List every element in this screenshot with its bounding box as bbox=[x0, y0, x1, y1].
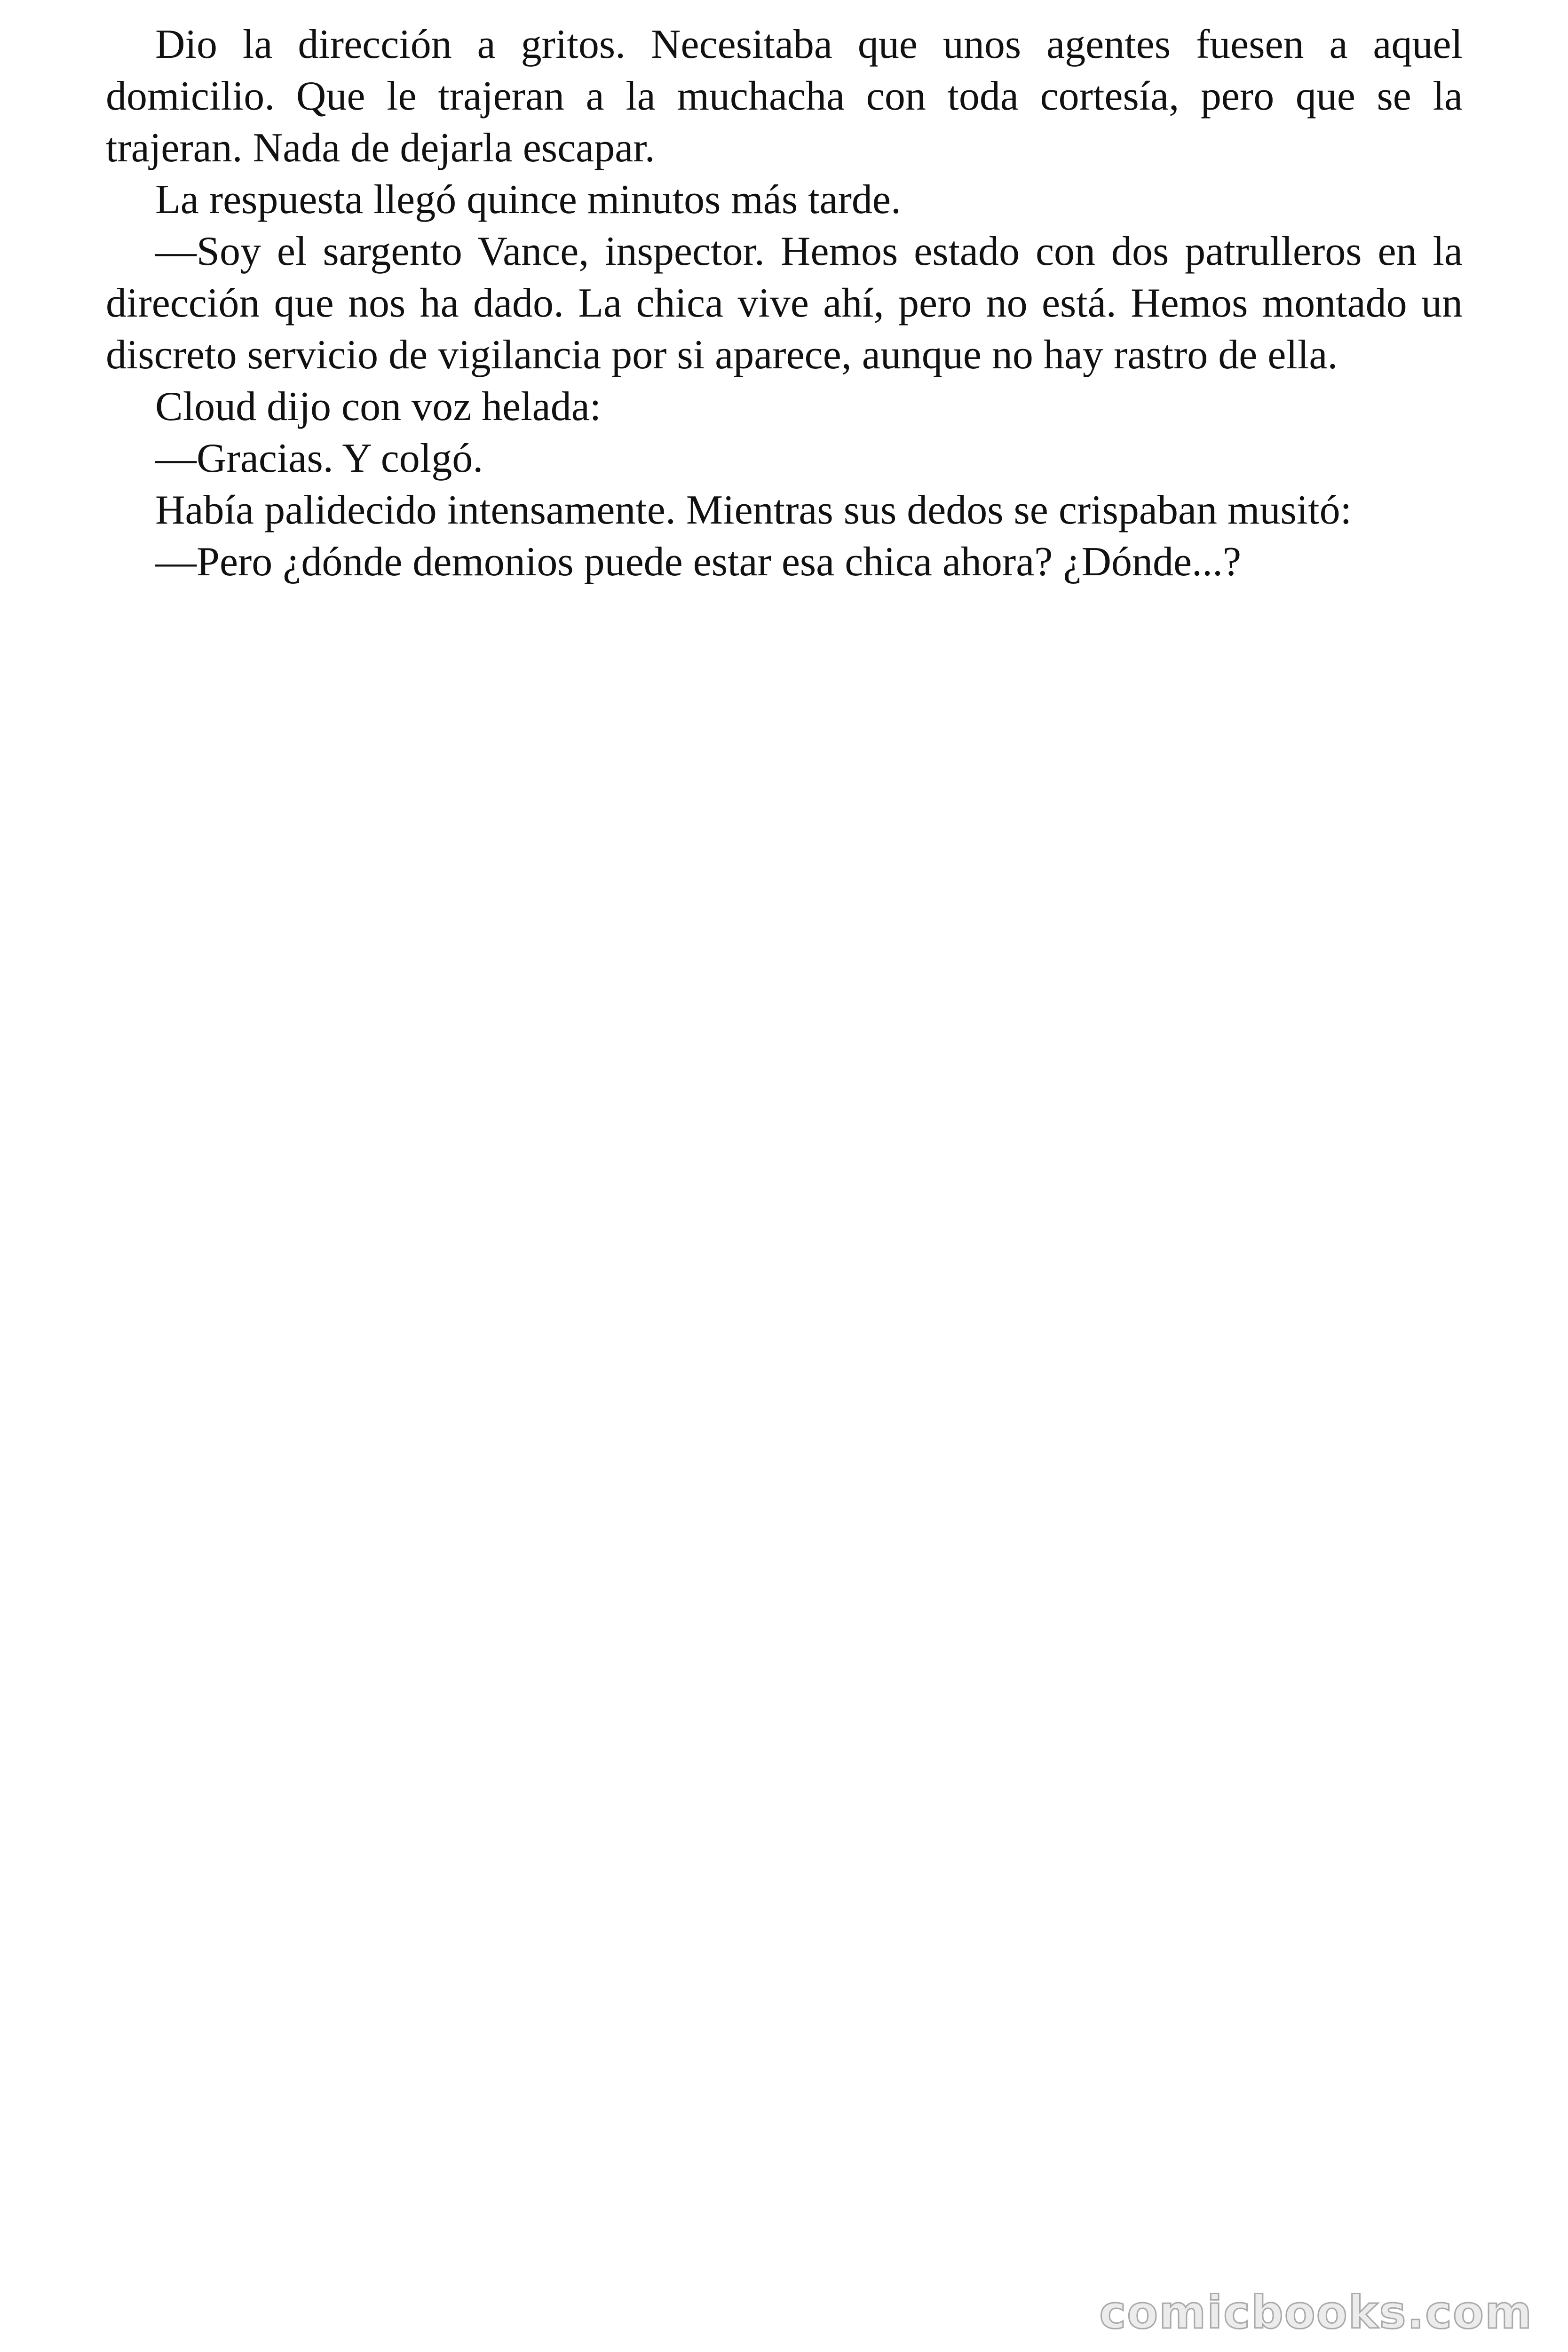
paragraph: —Soy el sargento Vance, inspector. Hemos estado con dos patrulleros en la dirección que nos ha dado. La chica vive ahí, pero no está. Hemos montado un discreto servicio de vigilancia por si aparece, aunque no hay rastro de ella. bbox=[106, 229, 1463, 378]
paragraph: Cloud dijo con voz helada: bbox=[155, 384, 602, 429]
paragraph: —Pero ¿dónde demonios puede estar esa chica ahora? ¿Dónde...? bbox=[155, 539, 1242, 585]
paragraph: Dio la dirección a gritos. Necesitaba que unos agentes fuesen a aquel domicilio. Que le trajeran a la muchacha con toda cortesía, pero que se la trajeran. Nada de dejarla escapar. bbox=[106, 22, 1463, 171]
paragraph: Había palidecido intensamente. Mientras sus dedos se crispaban musitó: bbox=[155, 487, 1352, 533]
body-text bbox=[106, 19, 1463, 588]
paragraph: La respuesta llegó quince minutos más tarde. bbox=[155, 177, 901, 222]
paragraph: —Gracias. Y colgó. bbox=[155, 436, 483, 481]
watermark: comicbooks.com bbox=[1099, 2286, 1533, 2339]
